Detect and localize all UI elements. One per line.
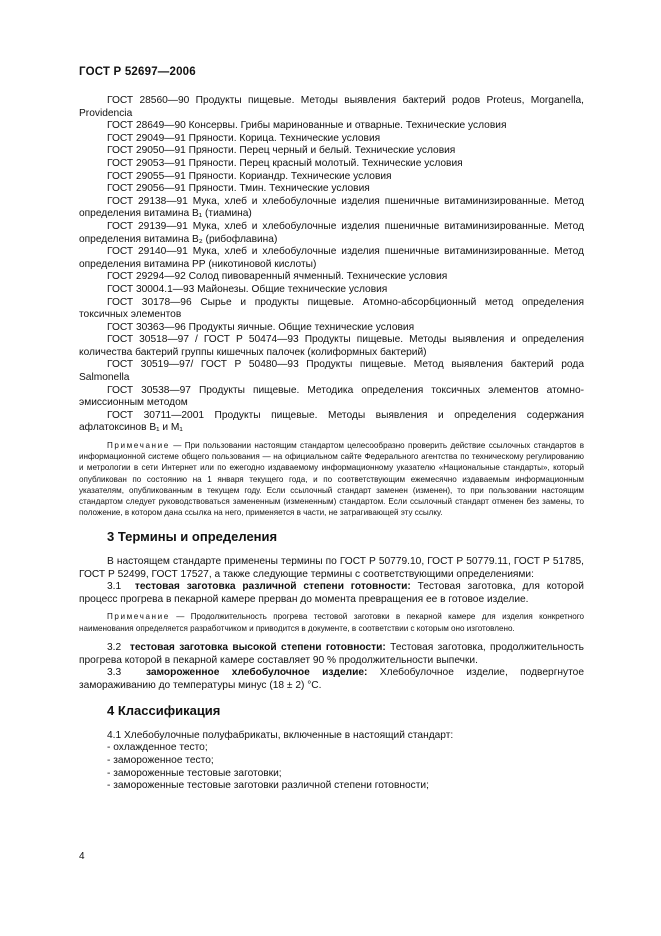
term-name: замороженное хлебобулочное изделие: — [145, 667, 368, 679]
section-4-intro: 4.1 Хлебобулочные полуфабрикаты, включенные в настоящий стандарт: — [107, 729, 454, 741]
reference-item: ГОСТ 29049—91 Пряности. Корица. Технические условия — [107, 132, 381, 144]
reference-item: ГОСТ 29139—91 Мука, хлеб и хлебобулочные изделия пшеничные витаминизированные. Метод определения витамина В₂ (рибофлавина) — [79, 220, 584, 245]
document-code-header: ГОСТ Р 52697—2006 — [79, 66, 196, 78]
normative-references-list — [79, 95, 584, 435]
term-3-2 — [79, 642, 584, 667]
note-text: — При пользовании настоящим стандартом целесообразно проверить действие ссылочных стандартов в информационной системе общего пользования — на официальном сайте Федерального агентства по техническому регулированию и метрологии в сети Интернет или по ежегодно издаваемому информационному указателю «Национальные стандарты», который опубликован по состоянию на 1 января текущего года, и по соответствующим ежемесячно издаваемым информационным указателям, опубликованным в текущем году. Если ссылочный стандарт заменен (изменен), то при пользовании настоящим стандартом следует руководствоваться замененным (измененным) стандартом. Если ссылочный стандарт отменен без замены, то положение, в котором дана ссылка на него, применяется в части, не затрагивающей эту ссылку. — [79, 441, 584, 518]
term-number: 3.1 — [107, 581, 122, 593]
section-3-title: 3 Термины и определения — [107, 529, 278, 545]
reference-item: ГОСТ 30178—96 Сырье и продукты пищевые. Атомно-абсорбционный метод определения токсичных элементов — [79, 296, 584, 321]
list-item: - замороженное тесто; — [107, 755, 214, 767]
references-note — [79, 440, 584, 518]
section-3-intro: В настоящем стандарте применены термины по ГОСТ Р 50779.10, ГОСТ Р 50779.11, ГОСТ Р 51785, ГОСТ Р 52499, ГОСТ 17527, а также следующие термины с соответствующими определениями: — [79, 556, 584, 580]
reference-item: ГОСТ 30711—2001 Продукты пищевые. Методы выявления и определения содержания афлатоксинов В₁ и М₁ — [79, 409, 584, 434]
reference-item: ГОСТ 28560—90 Продукты пищевые. Методы выявления бактерий родов Proteus, Morganella, Providencia — [79, 95, 584, 119]
note-label: Примечание — [107, 441, 170, 451]
list-item: - замороженные тестовые заготовки; — [107, 767, 282, 779]
reference-item: ГОСТ 29056—91 Пряности. Тмин. Технические условия — [107, 183, 370, 195]
term-name: тестовая заготовка высокой степени готовности: — [129, 641, 386, 653]
term-definition: Тестовая заготовка, продолжительность прогрева которой в пекарной камере составляет 90 % продолжительности выпечки. — [79, 641, 584, 666]
reference-item: ГОСТ 29053—91 Пряности. Перец красный молотый. Технические условия — [107, 157, 463, 169]
reference-item: ГОСТ 29294—92 Солод пивоваренный ячменный. Технические условия — [107, 271, 448, 283]
term-number: 3.3 — [107, 667, 122, 679]
reference-item: ГОСТ 29138—91 Мука, хлеб и хлебобулочные изделия пшеничные витаминизированные. Метод определения витамина В₁ (тиамина) — [79, 195, 584, 220]
term-name: тестовая заготовка различной степени готовности: — [134, 581, 411, 593]
reference-item: ГОСТ 28649—90 Консервы. Грибы маринованные и отварные. Технические условия — [107, 120, 507, 132]
page-content — [79, 95, 584, 793]
term-3-3 — [79, 667, 584, 692]
reference-item: ГОСТ 29055—91 Пряности. Кориандр. Технические условия — [107, 170, 392, 182]
term-definition: Хлебобулочное изделие, подвергнутое замораживанию до температуры минус (18 ± 2) °С. — [79, 667, 585, 691]
note-text: — Продолжительность прогрева тестовой заготовки в пекарной камере для изделия конкретного наименования определяется разработчиком и приводится в документе, в соответствии с которым оно изготовлено. — [79, 612, 584, 633]
list-item: - охлажденное тесто; — [107, 742, 208, 754]
section-4-title: 4 Классификация — [107, 703, 221, 719]
term-3-1 — [79, 581, 584, 606]
term-number: 3.2 — [107, 641, 122, 653]
term-note — [79, 611, 584, 633]
reference-item: ГОСТ 30519—97/ ГОСТ Р 50480—93 Продукты пищевые. Метод выявления бактерий рода Salmonella — [79, 359, 584, 384]
note-label: Примечание — [107, 612, 170, 622]
term-definition: Тестовая заготовка, для которой процесс прогрева в пекарной камере прерван до момента превращения ее в готовое изделие. — [79, 581, 584, 605]
reference-item: ГОСТ 30538—97 Продукты пищевые. Методика определения токсичных элементов атомно-эмиссионным методом — [79, 384, 584, 409]
reference-item: ГОСТ 29050—91 Пряности. Перец черный и белый. Технические условия — [107, 145, 456, 157]
list-item: - замороженные тестовые заготовки различной степени готовности; — [107, 780, 429, 792]
reference-item: ГОСТ 30363—96 Продукты яичные. Общие технические условия — [107, 321, 415, 333]
reference-item: ГОСТ 30518—97 / ГОСТ Р 50474—93 Продукты пищевые. Методы выявления и определения количества бактерий группы кишечных палочек (колиформных бактерий) — [79, 334, 584, 358]
page-number: 4 — [79, 851, 85, 862]
reference-item: ГОСТ 29140—91 Мука, хлеб и хлебобулочные изделия пшеничные витаминизированные. Метод определения витамина РР (никотиновой кислоты) — [79, 246, 584, 270]
classification-list — [79, 742, 584, 792]
reference-item: ГОСТ 30004.1—93 Майонезы. Общие технические условия — [107, 283, 388, 295]
